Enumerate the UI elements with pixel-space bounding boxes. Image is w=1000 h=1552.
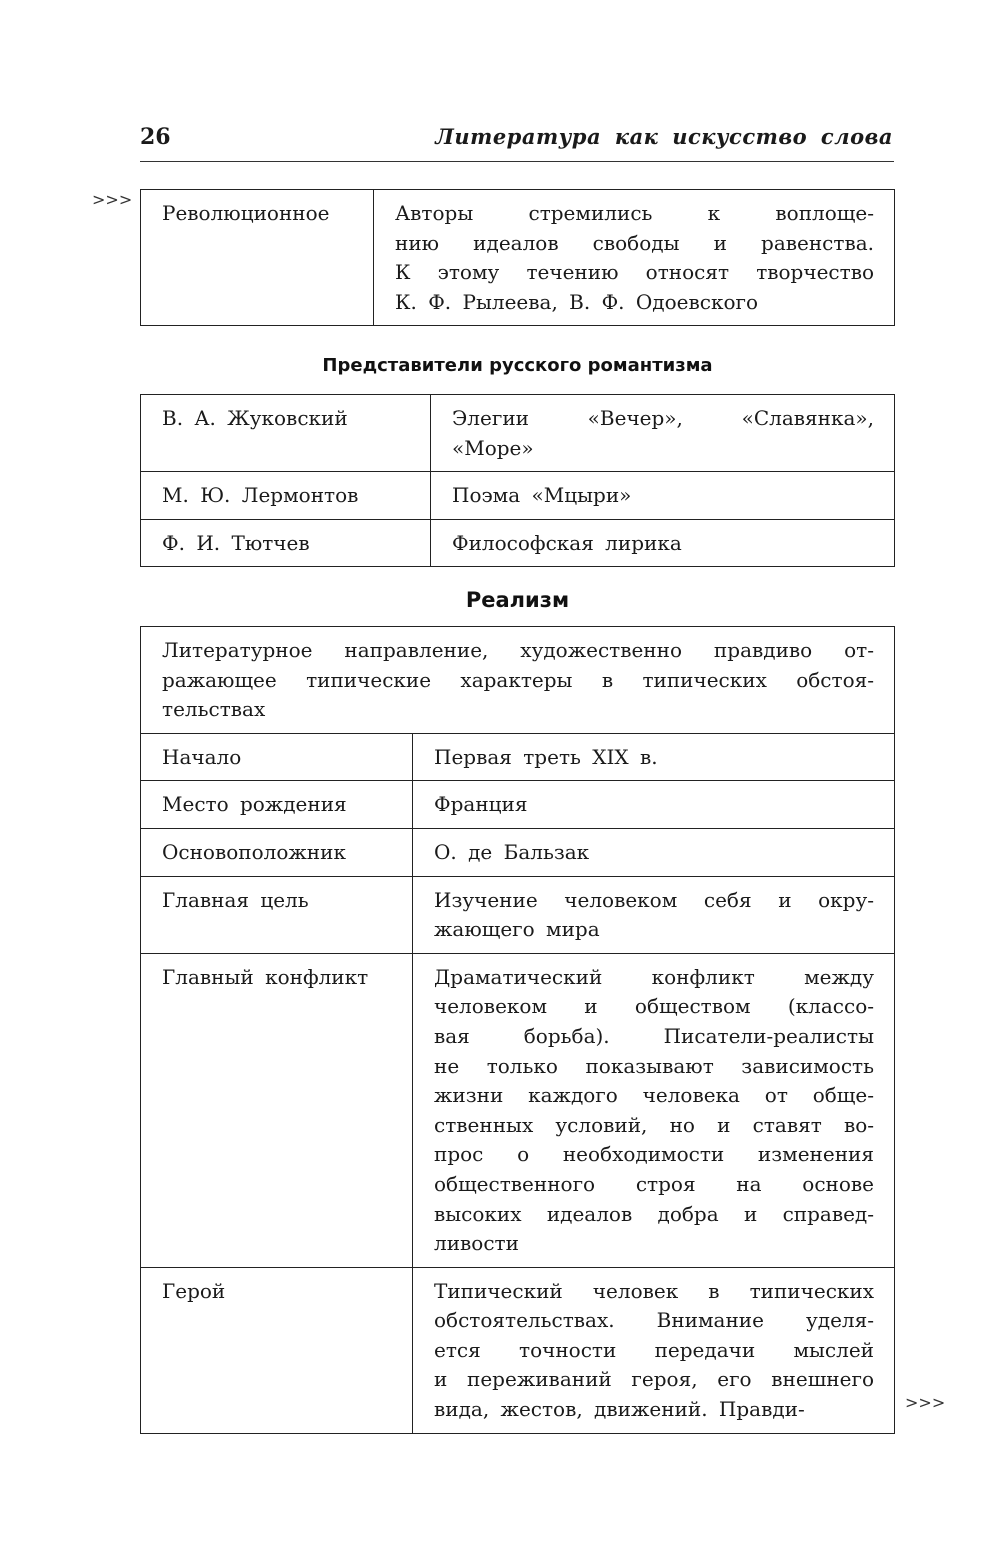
table-cell	[431, 472, 895, 520]
text-line: Основоположник	[162, 839, 346, 864]
table-row	[141, 190, 895, 326]
text-line: Герой	[162, 1278, 226, 1303]
text-line: Революционное	[162, 201, 330, 225]
table-cell	[141, 472, 431, 520]
text-line: Начало	[162, 744, 242, 769]
table-row	[141, 1267, 895, 1433]
table-cell	[141, 876, 413, 953]
table-cell	[141, 627, 895, 734]
continued-on-marker: >>>	[905, 1393, 946, 1412]
table-cell	[141, 519, 431, 567]
text-line: Элегии «Вечер», «Славянка»,	[452, 406, 874, 430]
table-cell	[431, 395, 895, 472]
table-cell	[141, 190, 374, 326]
text-line: Место рождения	[162, 792, 347, 817]
definition-row	[141, 627, 895, 734]
table-cell	[141, 781, 413, 829]
text-line: высоких идеалов добра и справед-	[434, 1201, 874, 1226]
table-cell	[413, 953, 895, 1267]
table-cell	[413, 828, 895, 876]
table-cell	[413, 733, 895, 781]
text-line: человеком и обществом (классо-	[434, 994, 874, 1019]
header-divider	[140, 161, 894, 162]
text-line: нию идеалов свободы и равенства.	[395, 230, 874, 255]
table-row	[141, 828, 895, 876]
text-line: и переживаний героя, его внешнего	[434, 1367, 874, 1392]
text-line: Главная цель	[162, 887, 309, 912]
table-cell	[141, 1267, 413, 1433]
table-row	[141, 781, 895, 829]
text-line: обстоятельствах. Внимание уделя-	[434, 1308, 874, 1333]
table-row	[141, 953, 895, 1267]
text-line: жающего мира	[434, 917, 600, 942]
table-row	[141, 519, 895, 567]
text-line: жизни каждого человека от обще-	[434, 1083, 874, 1108]
text-line: вая борьба). Писатели-реалисты	[434, 1023, 874, 1048]
table-row	[141, 472, 895, 520]
text-line: Авторы стремились к воплоще-	[395, 201, 874, 225]
text-line: Поэма «Мцыри»	[452, 483, 632, 508]
text-line: Ф. И. Тютчев	[162, 530, 310, 555]
table-cell	[413, 1267, 895, 1433]
table-cell	[374, 190, 895, 326]
text-line: не только показывают зависимость	[434, 1053, 874, 1078]
continued-from-marker: >>>	[92, 190, 133, 209]
text-line: ражающее типические характеры в типических обстоя-	[162, 667, 874, 692]
text-line: К. Ф. Рылеева, В. Ф. Одоевского	[395, 289, 758, 314]
text-line: Главный конфликт	[162, 964, 369, 989]
text-line: «Море»	[452, 435, 534, 460]
text-line: ется точности передачи мыслей	[434, 1337, 874, 1362]
text-line: ственных условий, но и ставят во-	[434, 1112, 874, 1137]
table-realism	[140, 626, 895, 1434]
text-line: О. де Бальзак	[434, 839, 590, 864]
text-line: В. А. Жуковский	[162, 406, 348, 430]
text-line: ливости	[434, 1231, 519, 1256]
table-romanticism-representatives	[140, 394, 895, 567]
text-line: Литературное направление, художественно правдиво от-	[162, 638, 874, 662]
heading-romanticism-representatives: Представители русского романтизма	[322, 355, 713, 376]
table-cell	[431, 519, 895, 567]
running-title: Литература как искусство слова	[435, 124, 893, 149]
text-line: общественного строя на основе	[434, 1171, 874, 1196]
table-cell	[141, 395, 431, 472]
table-row	[141, 395, 895, 472]
table-row	[141, 733, 895, 781]
text-line: Первая треть XIX в.	[434, 744, 658, 769]
text-line: вида, жестов, движений. Правди-	[434, 1397, 805, 1422]
table-cell	[413, 876, 895, 953]
text-line: Драматический конфликт между	[434, 964, 874, 989]
text-line: Франция	[434, 792, 528, 817]
text-line: прос о необходимости изменения	[434, 1142, 874, 1167]
table-row	[141, 876, 895, 953]
table-romanticism-currents	[140, 189, 895, 326]
table-cell	[141, 733, 413, 781]
table-cell	[141, 828, 413, 876]
text-line: К этому течению относят творчество	[395, 260, 874, 285]
text-line: Изучение человеком себя и окру-	[434, 887, 874, 912]
text-line: Типический человек в типических	[434, 1278, 874, 1303]
table-cell	[141, 953, 413, 1267]
text-line: Философская лирика	[452, 530, 682, 555]
table-cell	[413, 781, 895, 829]
page-number: 26	[140, 124, 171, 150]
heading-realism: Реализм	[465, 588, 570, 612]
text-line: М. Ю. Лермонтов	[162, 483, 359, 508]
text-line: тельствах	[162, 697, 266, 722]
